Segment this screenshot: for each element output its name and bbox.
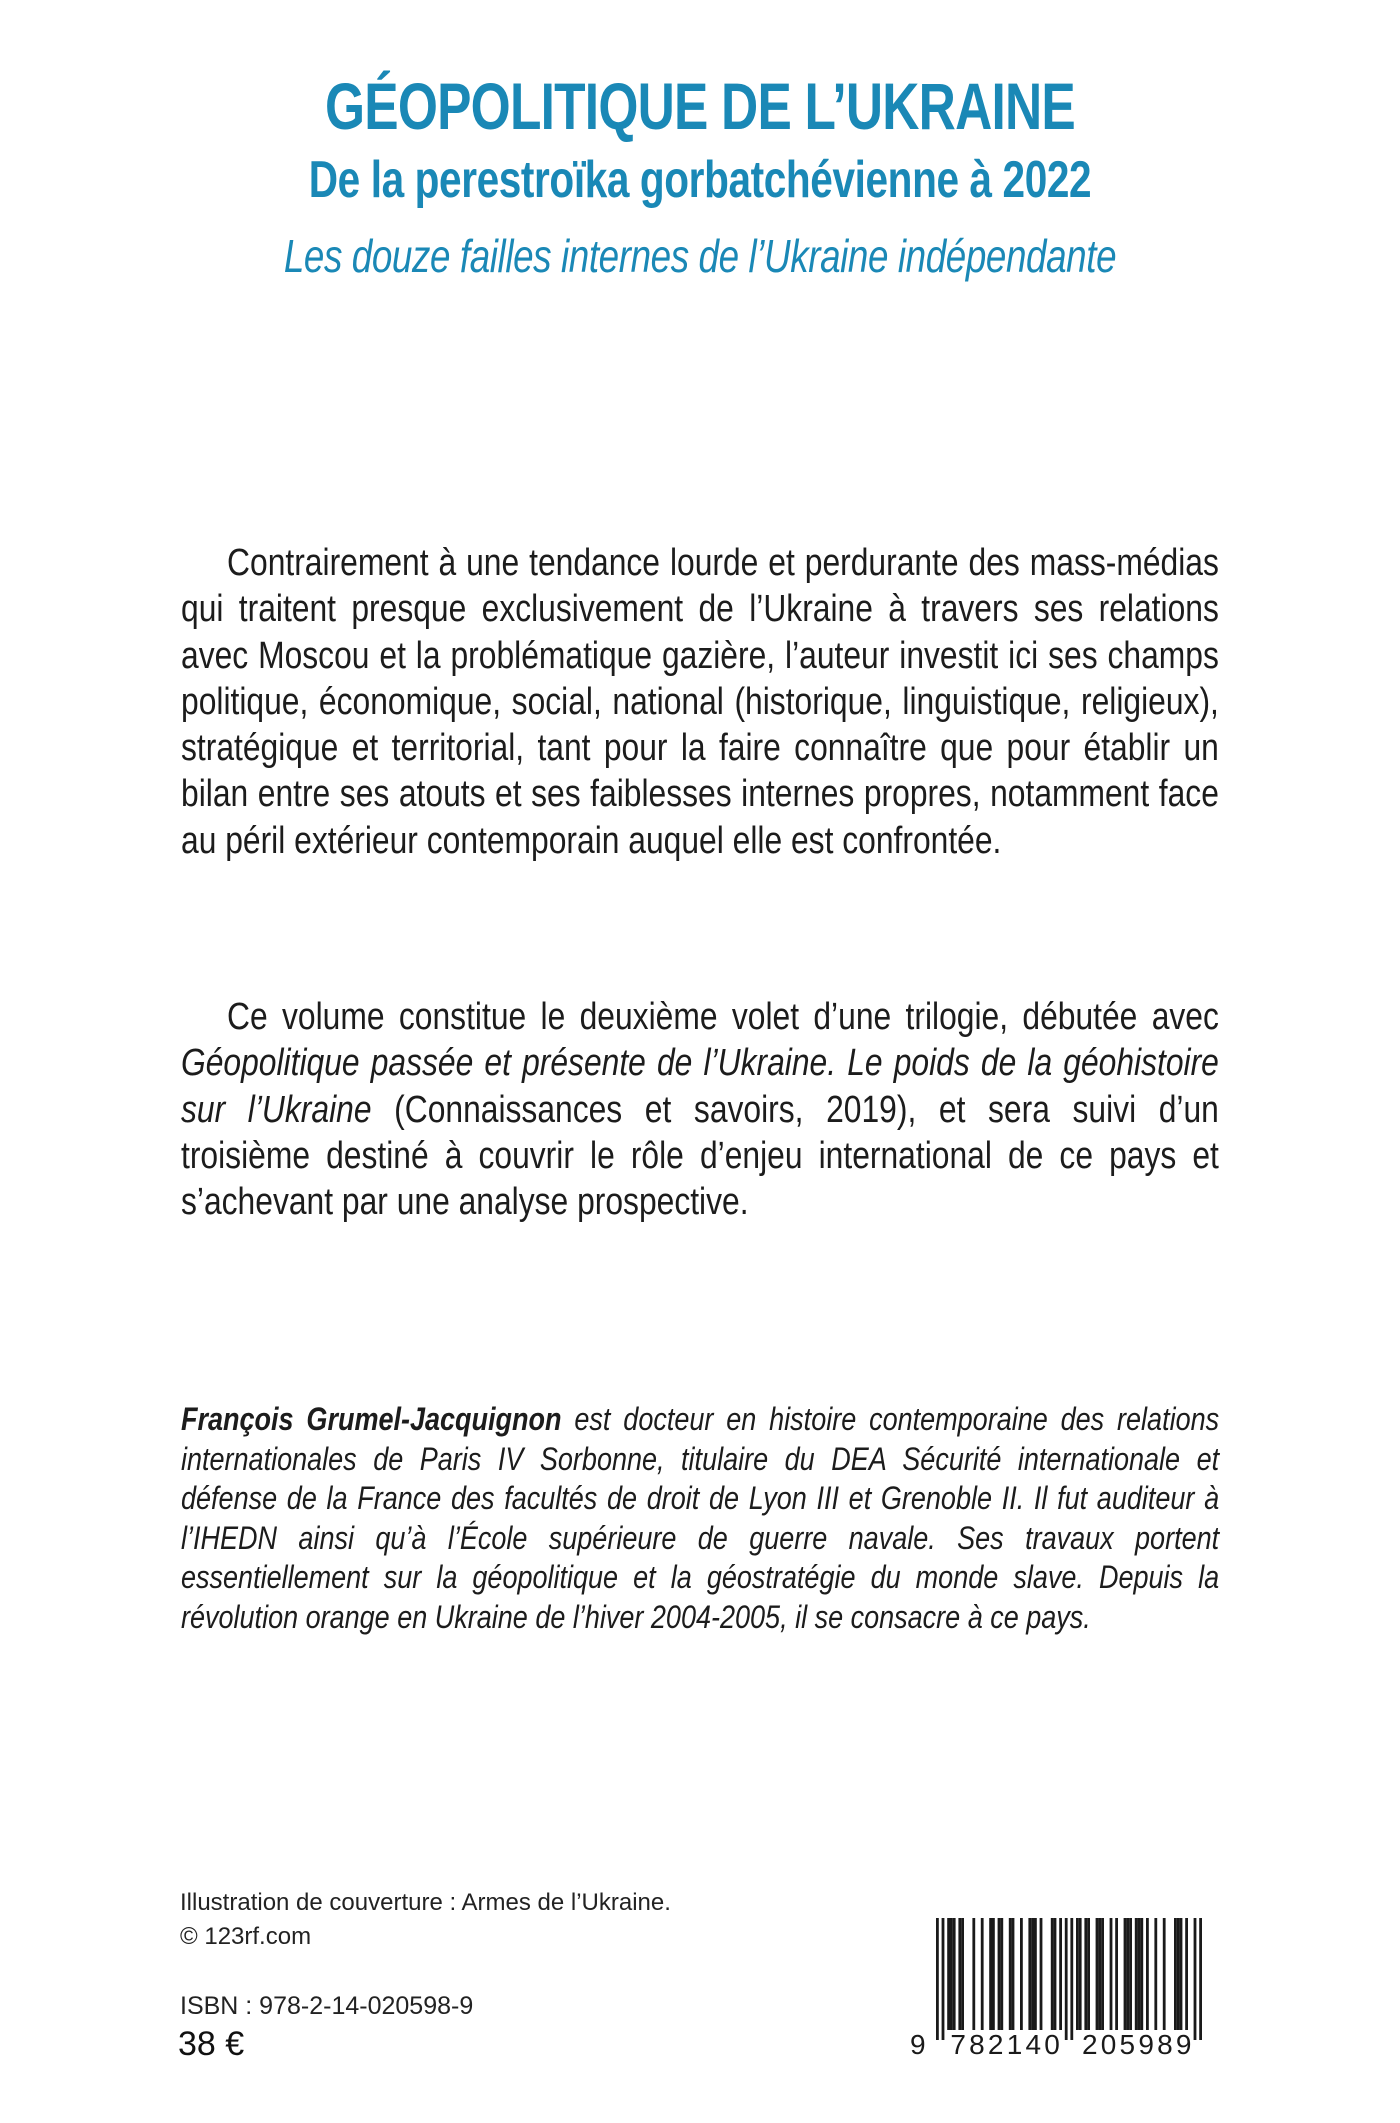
- trilogy-text-after: (Connaissances et savoirs, 2019), et sera suivi d’un troisième destiné à couvrir le rôle d’enjeu international de ce pays et s’achevant par une analyse prospective.: [181, 1088, 1219, 1224]
- svg-text:205989: 205989: [1082, 2029, 1195, 2058]
- title-block: [0, 70, 1400, 284]
- author-bio-text: [181, 1400, 1219, 1637]
- summary-paragraph-2: [181, 994, 1219, 1225]
- illustration-credit: Illustration de couverture : Armes de l’Ukraine.: [180, 1889, 671, 1916]
- author-bio: [181, 1400, 1219, 1637]
- cover-credits: [180, 1886, 671, 1954]
- intro-text: Contrairement à une tendance lourde et perdurante des mass-médias qui traitent presque exclusivement de l’Ukraine à travers ses relations avec Moscou et la problématique gazière, l’auteur investit ici ses champs politique, économique, social, national (historique, linguistique, religieux), stratégique et territorial, tant pour la faire connaître que pour établir un bilan entre ses atouts et ses faiblesses internes propres, notamment face au péril extérieur contemporain auquel elle est confrontée.: [181, 542, 1219, 862]
- copyright-credit: © 123rf.com: [180, 1923, 312, 1950]
- book-title: GÉOPOLITIQUE DE L’UKRAINE: [325, 69, 1075, 143]
- isbn-barcode: [908, 1918, 1238, 2058]
- isbn: ISBN : 978-2-14-020598-9: [180, 1992, 474, 2020]
- trilogy-text-before: Ce volume constitue le deuxième volet d’une trilogie, débutée avec: [227, 996, 1219, 1038]
- book-subtitle: De la perestroïka gorbatchévienne à 2022: [308, 151, 1092, 209]
- summary-paragraph-1: [181, 540, 1219, 864]
- book-tagline: Les douze failles internes de l’Ukraine indépendante: [283, 230, 1117, 282]
- price: 38 €: [178, 2025, 245, 2063]
- author-bio-body: est docteur en histoire contemporaine des relations internationales de Paris IV Sorbonne, titulaire du DEA Sécurité internationale et défense de la France des facultés de droit de Lyon III et Grenoble II. Il fut auditeur à l’IHEDN ainsi qu’à l’École supérieure de guerre navale. Ses travaux portent essentiellement sur la géopolitique et la géostratégie du monde slave. Depuis la révolution orange en Ukraine de l’hiver 2004-2005, il se consacre à ce pays.: [181, 1401, 1220, 1635]
- barcode-icon: [908, 1918, 1238, 2058]
- previous-book-title: Géopolitique passée et présente de l’Ukraine. Le poids de la géohistoire sur l’Ukraine: [181, 1042, 1219, 1131]
- trilogy-text: [181, 994, 1219, 1225]
- svg-text:782140: 782140: [950, 2029, 1064, 2058]
- svg-text:9: 9: [910, 2029, 926, 2058]
- author-name: François Grumel-Jacquignon: [181, 1401, 562, 1437]
